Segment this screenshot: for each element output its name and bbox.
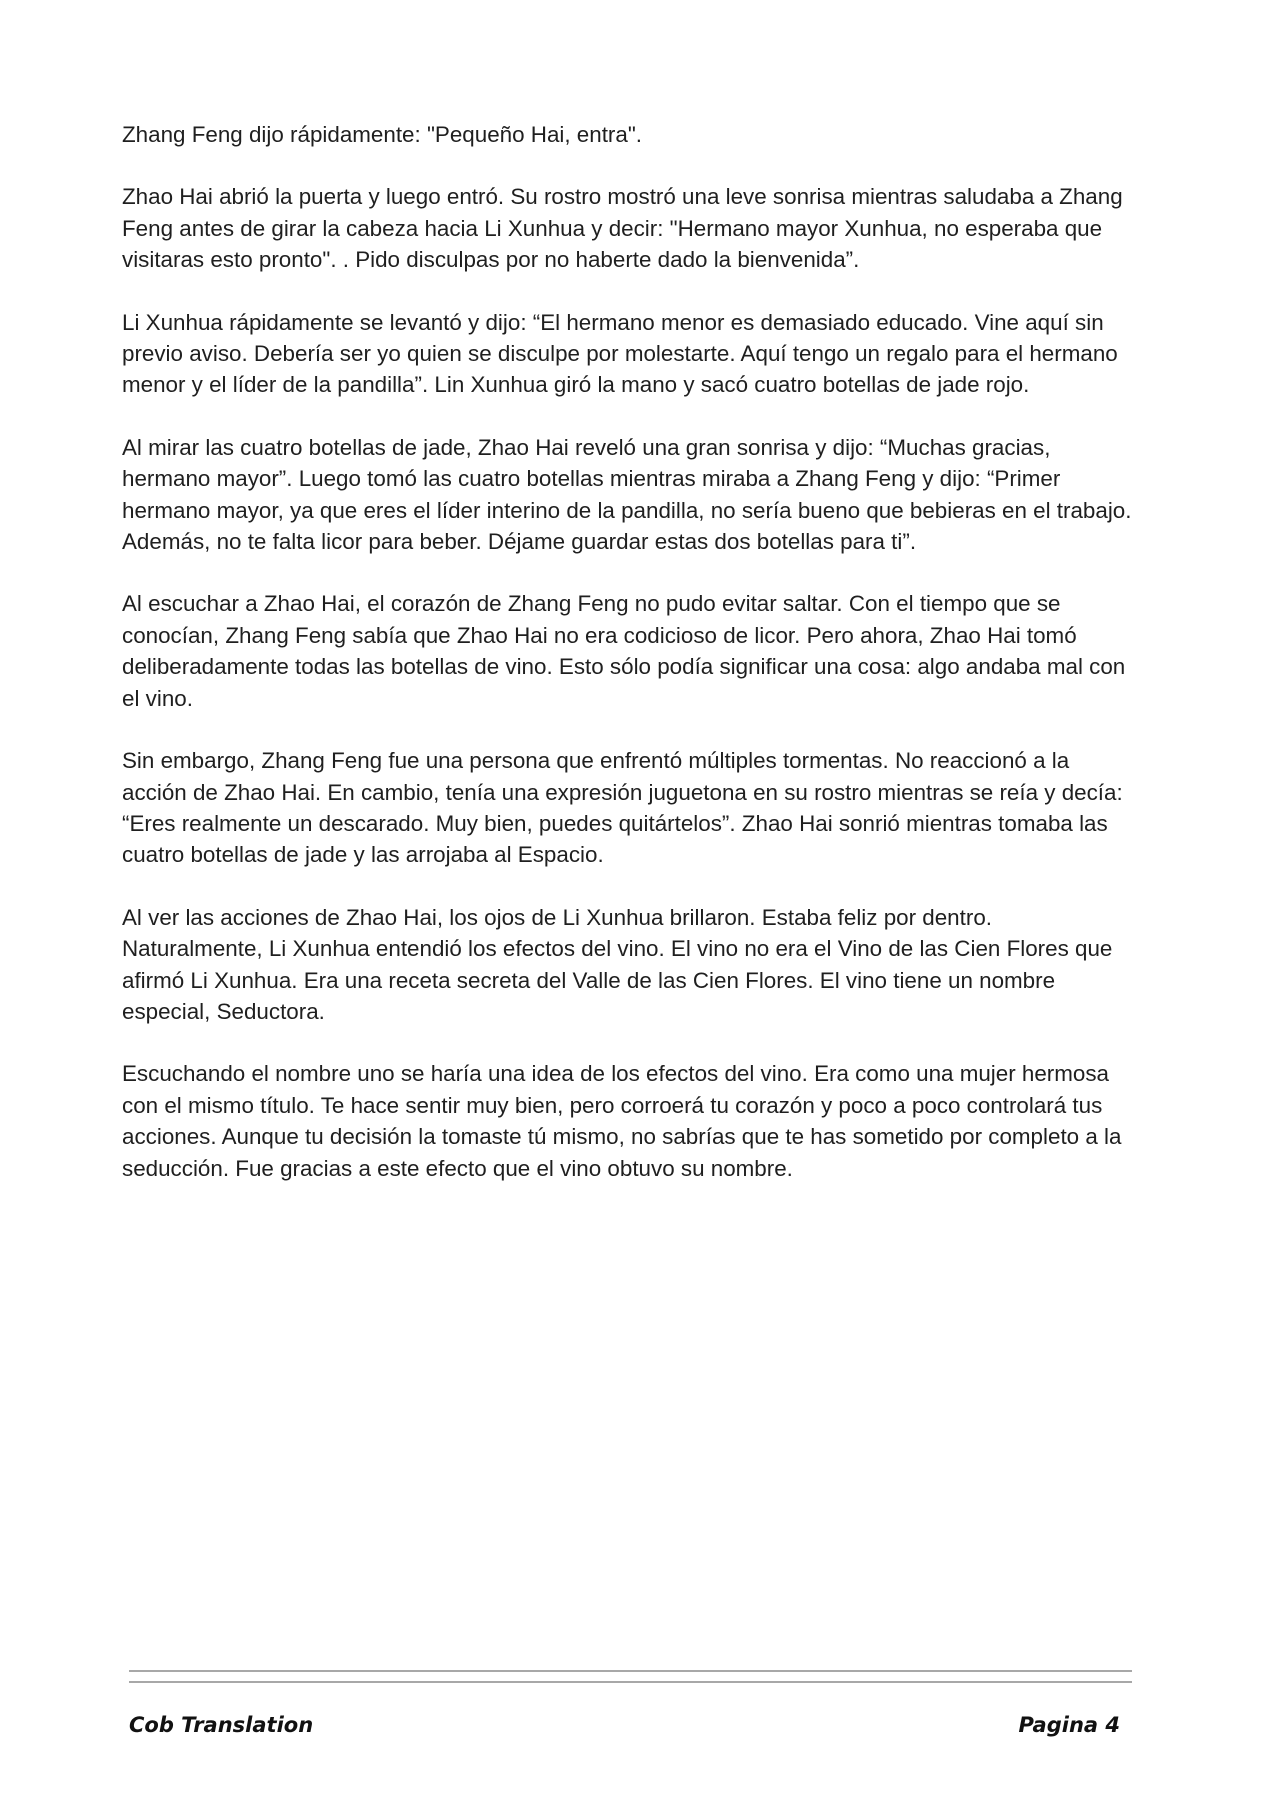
paragraph-2: Zhao Hai abrió la puerta y luego entró. Su rostro mostró una leve sonrisa mientras saludaba a Zhang Feng antes de girar la cabeza hacia Li Xunhua y decir: "Hermano mayor Xunhua, no esperaba que visitaras esto pronto". . Pido disculpas por no haberte dado la bienvenida”. xyxy=(122,184,1123,273)
paragraph-4: Al mirar las cuatro botellas de jade, Zhao Hai reveló una gran sonrisa y dijo: “Muchas gracias, hermano mayor”. Luego tomó las cuatro botellas mientras miraba a Zhang Feng y dijo: “Primer hermano mayor, ya que eres el líder interino de la pandilla, no sería bueno que bebieras en el trabajo. Además, no te falta licor para beber. Déjame guardar estas dos botellas para ti”. xyxy=(122,434,1132,555)
paragraph-1: Zhang Feng dijo rápidamente: "Pequeño Hai, entra". xyxy=(122,122,643,147)
footer-divider-top xyxy=(129,1670,1132,1672)
paragraph-6: Sin embargo, Zhang Feng fue una persona que enfrentó múltiples tormentas. No reaccionó a la acción de Zhao Hai. En cambio, tenía una expresión juguetona en su rostro mientras se reía y decía: “Eres realmente un descarado. Muy bien, puedes quitártelos”. Zhao Hai sonrió mientras tomaba las cuatro botellas de jade y las arrojaba al Espacio. xyxy=(122,748,1123,868)
footer-page-number: Pagina 4 xyxy=(1018,1713,1120,1737)
paragraph-8: Escuchando el nombre uno se haría una idea de los efectos del vino. Era como una mujer hermosa con el mismo título. Te hace sentir muy bien, pero corroerá tu corazón y poco a poco controlará tus acciones. Aunque tu decisión la tomaste tú mismo, no sabrías que te has sometido por completo a la seducción. Fue gracias a este efecto que el vino obtuvo su nombre. xyxy=(122,1061,1122,1181)
body-text xyxy=(122,119,1132,1215)
paragraph-7: Al ver las acciones de Zhao Hai, los ojos de Li Xunhua brillaron. Estaba feliz por dentro. Naturalmente, Li Xunhua entendió los efectos del vino. El vino no era el Vino de las Cien Flores que afirmó Li Xunhua. Era una receta secreta del Valle de las Cien Flores. El vino tiene un nombre especial, Seductora. xyxy=(122,904,1113,1024)
paragraph-5: Al escuchar a Zhao Hai, el corazón de Zhang Feng no pudo evitar saltar. Con el tiempo que se conocían, Zhang Feng sabía que Zhao Hai no era codicioso de licor. Pero ahora, Zhao Hai tomó deliberadamente todas las botellas de vino. Esto sólo podía significar una cosa: algo andaba mal con el vino. xyxy=(122,591,1126,711)
footer-divider-bottom xyxy=(129,1681,1132,1683)
paragraph-3: Li Xunhua rápidamente se levantó y dijo: “El hermano menor es demasiado educado. Vine aquí sin previo aviso. Debería ser yo quien se disculpe por molestarte. Aquí tengo un regalo para el hermano menor y el líder de la pandilla”. Lin Xunhua giró la mano y sacó cuatro botellas de jade rojo. xyxy=(122,309,1118,398)
footer-publisher: Cob Translation xyxy=(129,1713,314,1737)
